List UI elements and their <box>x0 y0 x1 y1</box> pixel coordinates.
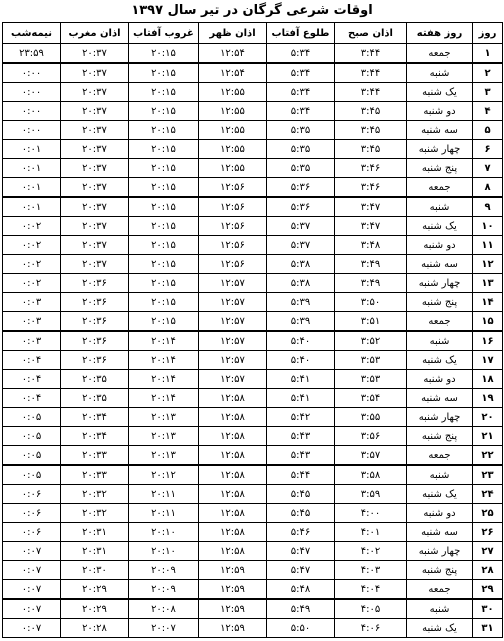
day-cell: ۲۱ <box>473 427 503 446</box>
table-body <box>3 44 503 638</box>
weekday-cell: پنج شنبه <box>407 159 473 178</box>
fajr-cell: ۳:۴۴ <box>335 44 407 64</box>
dhuhr-cell: ۱۲:۵۸ <box>199 465 267 485</box>
midnight-cell: ۰:۰۱ <box>3 159 61 178</box>
sunrise-cell: ۵:۴۴ <box>267 465 335 485</box>
day-cell: ۱۰ <box>473 217 503 236</box>
day-cell: ۲۸ <box>473 561 503 580</box>
weekday-cell: چهار شنبه <box>407 542 473 561</box>
table-row <box>3 140 503 159</box>
weekday-cell: دو شنبه <box>407 370 473 389</box>
fajr-cell: ۳:۴۷ <box>335 217 407 236</box>
maghrib-cell: ۲۰:۳۲ <box>61 504 129 523</box>
weekday-cell: سه شنبه <box>407 121 473 140</box>
sunset-cell: ۲۰:۱۱ <box>129 504 199 523</box>
maghrib-cell: ۲۰:۳۴ <box>61 427 129 446</box>
fajr-cell: ۳:۵۲ <box>335 331 407 351</box>
maghrib-cell: ۲۰:۳۷ <box>61 178 129 198</box>
day-cell: ۱۳ <box>473 274 503 293</box>
table-row <box>3 236 503 255</box>
table-header-row <box>3 23 503 44</box>
fajr-cell: ۳:۵۰ <box>335 293 407 312</box>
fajr-cell: ۳:۴۵ <box>335 102 407 121</box>
table-row <box>3 83 503 102</box>
dhuhr-cell: ۱۲:۵۸ <box>199 523 267 542</box>
weekday-cell: جمعه <box>407 44 473 64</box>
header-day: روز <box>473 23 503 44</box>
day-cell: ۴ <box>473 102 503 121</box>
header-fajr: اذان صبح <box>335 23 407 44</box>
fajr-cell: ۳:۵۸ <box>335 465 407 485</box>
table-row <box>3 523 503 542</box>
sunrise-cell: ۵:۳۵ <box>267 140 335 159</box>
midnight-cell: ۰:۰۰ <box>3 63 61 83</box>
sunrise-cell: ۵:۳۶ <box>267 197 335 217</box>
sunrise-cell: ۵:۴۷ <box>267 561 335 580</box>
fajr-cell: ۴:۰۶ <box>335 619 407 638</box>
fajr-cell: ۳:۵۴ <box>335 389 407 408</box>
table-row <box>3 389 503 408</box>
fajr-cell: ۳:۴۸ <box>335 236 407 255</box>
fajr-cell: ۴:۰۲ <box>335 542 407 561</box>
weekday-cell: شنبه <box>407 465 473 485</box>
fajr-cell: ۳:۴۶ <box>335 159 407 178</box>
dhuhr-cell: ۱۲:۵۸ <box>199 485 267 504</box>
day-cell: ۲۰ <box>473 408 503 427</box>
table-row <box>3 121 503 140</box>
sunset-cell: ۲۰:۱۵ <box>129 197 199 217</box>
weekday-cell: دو شنبه <box>407 504 473 523</box>
midnight-cell: ۰:۰۰ <box>3 102 61 121</box>
table-row <box>3 331 503 351</box>
weekday-cell: پنج شنبه <box>407 293 473 312</box>
sunset-cell: ۲۰:۱۵ <box>129 63 199 83</box>
weekday-cell: چهار شنبه <box>407 274 473 293</box>
sunset-cell: ۲۰:۱۵ <box>129 140 199 159</box>
header-sunrise: طلوع آفتاب <box>267 23 335 44</box>
sunset-cell: ۲۰:۱۴ <box>129 389 199 408</box>
table-row <box>3 351 503 370</box>
weekday-cell: جمعه <box>407 312 473 332</box>
table-row <box>3 619 503 638</box>
dhuhr-cell: ۱۲:۵۶ <box>199 178 267 198</box>
sunrise-cell: ۵:۴۵ <box>267 504 335 523</box>
maghrib-cell: ۲۰:۳۳ <box>61 446 129 466</box>
maghrib-cell: ۲۰:۳۵ <box>61 370 129 389</box>
fajr-cell: ۳:۵۵ <box>335 408 407 427</box>
sunrise-cell: ۵:۴۱ <box>267 370 335 389</box>
day-cell: ۱۵ <box>473 312 503 332</box>
day-cell: ۲ <box>473 63 503 83</box>
day-cell: ۹ <box>473 197 503 217</box>
maghrib-cell: ۲۰:۳۱ <box>61 523 129 542</box>
fajr-cell: ۳:۴۶ <box>335 178 407 198</box>
day-cell: ۳۱ <box>473 619 503 638</box>
fajr-cell: ۳:۵۶ <box>335 427 407 446</box>
sunset-cell: ۲۰:۱۵ <box>129 44 199 64</box>
header-dhuhr: اذان ظهر <box>199 23 267 44</box>
midnight-cell: ۰:۰۳ <box>3 331 61 351</box>
maghrib-cell: ۲۰:۳۷ <box>61 197 129 217</box>
sunrise-cell: ۵:۳۹ <box>267 312 335 332</box>
dhuhr-cell: ۱۲:۵۸ <box>199 427 267 446</box>
sunrise-cell: ۵:۳۷ <box>267 217 335 236</box>
sunset-cell: ۲۰:۱۳ <box>129 427 199 446</box>
day-cell: ۳ <box>473 83 503 102</box>
midnight-cell: ۰:۰۵ <box>3 408 61 427</box>
table-row <box>3 102 503 121</box>
dhuhr-cell: ۱۲:۵۹ <box>199 599 267 619</box>
midnight-cell: ۰:۰۰ <box>3 83 61 102</box>
midnight-cell: ۰:۰۴ <box>3 389 61 408</box>
fajr-cell: ۳:۴۴ <box>335 83 407 102</box>
header-midnight: نیمه‌شب <box>3 23 61 44</box>
maghrib-cell: ۲۰:۳۳ <box>61 465 129 485</box>
weekday-cell: شنبه <box>407 331 473 351</box>
weekday-cell: دو شنبه <box>407 102 473 121</box>
fajr-cell: ۳:۴۵ <box>335 121 407 140</box>
weekday-cell: یک شنبه <box>407 619 473 638</box>
day-cell: ۲۴ <box>473 485 503 504</box>
day-cell: ۱۲ <box>473 255 503 274</box>
sunrise-cell: ۵:۳۶ <box>267 178 335 198</box>
sunset-cell: ۲۰:۰۸ <box>129 599 199 619</box>
day-cell: ۲۷ <box>473 542 503 561</box>
sunset-cell: ۲۰:۰۹ <box>129 580 199 600</box>
weekday-cell: پنج شنبه <box>407 427 473 446</box>
sunrise-cell: ۵:۴۱ <box>267 389 335 408</box>
fajr-cell: ۳:۵۷ <box>335 446 407 466</box>
sunrise-cell: ۵:۴۳ <box>267 427 335 446</box>
day-cell: ۱۶ <box>473 331 503 351</box>
sunrise-cell: ۵:۴۰ <box>267 331 335 351</box>
fajr-cell: ۳:۴۹ <box>335 274 407 293</box>
sunset-cell: ۲۰:۱۵ <box>129 121 199 140</box>
dhuhr-cell: ۱۲:۵۶ <box>199 236 267 255</box>
dhuhr-cell: ۱۲:۵۶ <box>199 255 267 274</box>
maghrib-cell: ۲۰:۳۷ <box>61 63 129 83</box>
sunrise-cell: ۵:۴۵ <box>267 485 335 504</box>
maghrib-cell: ۲۰:۳۰ <box>61 561 129 580</box>
day-cell: ۶ <box>473 140 503 159</box>
midnight-cell: ۰:۰۰ <box>3 121 61 140</box>
day-cell: ۱۱ <box>473 236 503 255</box>
sunrise-cell: ۵:۳۴ <box>267 63 335 83</box>
maghrib-cell: ۲۰:۲۸ <box>61 619 129 638</box>
maghrib-cell: ۲۰:۲۹ <box>61 599 129 619</box>
sunset-cell: ۲۰:۱۵ <box>129 255 199 274</box>
sunset-cell: ۲۰:۱۵ <box>129 274 199 293</box>
midnight-cell: ۰:۰۲ <box>3 255 61 274</box>
day-cell: ۲۲ <box>473 446 503 466</box>
fajr-cell: ۴:۰۱ <box>335 523 407 542</box>
dhuhr-cell: ۱۲:۵۹ <box>199 580 267 600</box>
dhuhr-cell: ۱۲:۵۷ <box>199 351 267 370</box>
sunrise-cell: ۵:۳۸ <box>267 255 335 274</box>
sunrise-cell: ۵:۴۸ <box>267 580 335 600</box>
midnight-cell: ۰:۰۴ <box>3 351 61 370</box>
table-row <box>3 178 503 198</box>
sunset-cell: ۲۰:۰۹ <box>129 561 199 580</box>
weekday-cell: جمعه <box>407 446 473 466</box>
table-row <box>3 580 503 600</box>
header-sunset: غروب آفتاب <box>129 23 199 44</box>
day-cell: ۱ <box>473 44 503 64</box>
maghrib-cell: ۲۰:۳۷ <box>61 44 129 64</box>
maghrib-cell: ۲۰:۳۷ <box>61 217 129 236</box>
sunset-cell: ۲۰:۱۴ <box>129 351 199 370</box>
dhuhr-cell: ۱۲:۵۵ <box>199 83 267 102</box>
table-row <box>3 44 503 64</box>
maghrib-cell: ۲۰:۳۷ <box>61 83 129 102</box>
day-cell: ۱۴ <box>473 293 503 312</box>
fajr-cell: ۳:۴۵ <box>335 140 407 159</box>
dhuhr-cell: ۱۲:۵۸ <box>199 504 267 523</box>
day-cell: ۵ <box>473 121 503 140</box>
table-row <box>3 485 503 504</box>
midnight-cell: ۰:۰۴ <box>3 370 61 389</box>
midnight-cell: ۰:۰۱ <box>3 178 61 198</box>
maghrib-cell: ۲۰:۲۹ <box>61 580 129 600</box>
table-row <box>3 427 503 446</box>
weekday-cell: شنبه <box>407 197 473 217</box>
dhuhr-cell: ۱۲:۵۹ <box>199 561 267 580</box>
midnight-cell: ۰:۰۷ <box>3 561 61 580</box>
midnight-cell: ۰:۰۲ <box>3 236 61 255</box>
maghrib-cell: ۲۰:۳۶ <box>61 312 129 332</box>
table-row <box>3 504 503 523</box>
midnight-cell: ۰:۰۵ <box>3 465 61 485</box>
sunset-cell: ۲۰:۱۱ <box>129 485 199 504</box>
midnight-cell: ۰:۰۵ <box>3 446 61 466</box>
weekday-cell: یک شنبه <box>407 351 473 370</box>
table-row <box>3 599 503 619</box>
dhuhr-cell: ۱۲:۵۸ <box>199 389 267 408</box>
midnight-cell: ۰:۰۲ <box>3 274 61 293</box>
table-row <box>3 446 503 466</box>
table-row <box>3 542 503 561</box>
table-row <box>3 274 503 293</box>
dhuhr-cell: ۱۲:۵۵ <box>199 159 267 178</box>
sunrise-cell: ۵:۴۳ <box>267 446 335 466</box>
header-weekday: روز هفته <box>407 23 473 44</box>
midnight-cell: ۰:۰۶ <box>3 504 61 523</box>
maghrib-cell: ۲۰:۳۶ <box>61 351 129 370</box>
midnight-cell: ۰:۰۳ <box>3 312 61 332</box>
sunrise-cell: ۵:۵۰ <box>267 619 335 638</box>
day-cell: ۱۷ <box>473 351 503 370</box>
table-row <box>3 63 503 83</box>
day-cell: ۸ <box>473 178 503 198</box>
maghrib-cell: ۲۰:۳۷ <box>61 159 129 178</box>
sunset-cell: ۲۰:۱۵ <box>129 159 199 178</box>
fajr-cell: ۳:۵۱ <box>335 312 407 332</box>
prayer-times-table <box>2 22 503 638</box>
weekday-cell: شنبه <box>407 63 473 83</box>
dhuhr-cell: ۱۲:۵۶ <box>199 217 267 236</box>
dhuhr-cell: ۱۲:۵۸ <box>199 408 267 427</box>
sunrise-cell: ۵:۳۷ <box>267 236 335 255</box>
dhuhr-cell: ۱۲:۵۶ <box>199 197 267 217</box>
sunset-cell: ۲۰:۱۲ <box>129 465 199 485</box>
maghrib-cell: ۲۰:۳۷ <box>61 236 129 255</box>
weekday-cell: یک شنبه <box>407 83 473 102</box>
sunset-cell: ۲۰:۰۷ <box>129 619 199 638</box>
maghrib-cell: ۲۰:۳۵ <box>61 389 129 408</box>
weekday-cell: سه شنبه <box>407 523 473 542</box>
table-row <box>3 370 503 389</box>
day-cell: ۳۰ <box>473 599 503 619</box>
fajr-cell: ۴:۰۰ <box>335 504 407 523</box>
sunset-cell: ۲۰:۱۰ <box>129 523 199 542</box>
dhuhr-cell: ۱۲:۵۷ <box>199 293 267 312</box>
sunrise-cell: ۵:۴۷ <box>267 542 335 561</box>
dhuhr-cell: ۱۲:۵۸ <box>199 446 267 466</box>
table-row <box>3 561 503 580</box>
page-title: اوقات شرعی گرگان در تیر سال ۱۳۹۷ <box>131 3 373 18</box>
day-cell: ۱۸ <box>473 370 503 389</box>
midnight-cell: ۰:۰۳ <box>3 293 61 312</box>
day-cell: ۲۳ <box>473 465 503 485</box>
dhuhr-cell: ۱۲:۵۵ <box>199 140 267 159</box>
sunrise-cell: ۵:۳۹ <box>267 293 335 312</box>
dhuhr-cell: ۱۲:۵۴ <box>199 44 267 64</box>
fajr-cell: ۳:۴۹ <box>335 255 407 274</box>
maghrib-cell: ۲۰:۳۷ <box>61 102 129 121</box>
weekday-cell: چهار شنبه <box>407 140 473 159</box>
maghrib-cell: ۲۰:۳۱ <box>61 542 129 561</box>
maghrib-cell: ۲۰:۳۶ <box>61 293 129 312</box>
table-row <box>3 465 503 485</box>
dhuhr-cell: ۱۲:۵۷ <box>199 370 267 389</box>
table-row <box>3 217 503 236</box>
dhuhr-cell: ۱۲:۵۹ <box>199 619 267 638</box>
weekday-cell: سه شنبه <box>407 389 473 408</box>
midnight-cell: ۰:۰۱ <box>3 140 61 159</box>
table-row <box>3 293 503 312</box>
header-maghrib: اذان مغرب <box>61 23 129 44</box>
table-row <box>3 159 503 178</box>
maghrib-cell: ۲۰:۳۲ <box>61 485 129 504</box>
sunrise-cell: ۵:۳۵ <box>267 159 335 178</box>
sunset-cell: ۲۰:۱۵ <box>129 83 199 102</box>
day-cell: ۷ <box>473 159 503 178</box>
weekday-cell: پنج شنبه <box>407 561 473 580</box>
weekday-cell: شنبه <box>407 599 473 619</box>
fajr-cell: ۳:۴۷ <box>335 197 407 217</box>
weekday-cell: سه شنبه <box>407 255 473 274</box>
midnight-cell: ۰:۰۷ <box>3 542 61 561</box>
dhuhr-cell: ۱۲:۵۷ <box>199 274 267 293</box>
fajr-cell: ۳:۵۹ <box>335 485 407 504</box>
day-cell: ۲۶ <box>473 523 503 542</box>
sunrise-cell: ۵:۳۴ <box>267 83 335 102</box>
sunrise-cell: ۵:۴۶ <box>267 523 335 542</box>
maghrib-cell: ۲۰:۳۶ <box>61 274 129 293</box>
dhuhr-cell: ۱۲:۵۵ <box>199 121 267 140</box>
sunrise-cell: ۵:۳۵ <box>267 121 335 140</box>
sunset-cell: ۲۰:۱۴ <box>129 331 199 351</box>
sunset-cell: ۲۰:۱۵ <box>129 102 199 121</box>
midnight-cell: ۲۳:۵۹ <box>3 44 61 64</box>
sunrise-cell: ۵:۴۹ <box>267 599 335 619</box>
weekday-cell: یک شنبه <box>407 485 473 504</box>
midnight-cell: ۰:۰۲ <box>3 217 61 236</box>
sunrise-cell: ۵:۳۴ <box>267 102 335 121</box>
sunset-cell: ۲۰:۱۳ <box>129 408 199 427</box>
weekday-cell: جمعه <box>407 580 473 600</box>
sunset-cell: ۲۰:۱۵ <box>129 178 199 198</box>
fajr-cell: ۴:۰۵ <box>335 599 407 619</box>
day-cell: ۱۹ <box>473 389 503 408</box>
day-cell: ۲۵ <box>473 504 503 523</box>
table-row <box>3 312 503 332</box>
fajr-cell: ۳:۴۴ <box>335 63 407 83</box>
midnight-cell: ۰:۰۵ <box>3 427 61 446</box>
maghrib-cell: ۲۰:۳۴ <box>61 408 129 427</box>
dhuhr-cell: ۱۲:۵۷ <box>199 312 267 332</box>
maghrib-cell: ۲۰:۳۷ <box>61 255 129 274</box>
midnight-cell: ۰:۰۶ <box>3 485 61 504</box>
sunrise-cell: ۵:۳۸ <box>267 274 335 293</box>
table-row <box>3 255 503 274</box>
table-row <box>3 408 503 427</box>
weekday-cell: جمعه <box>407 178 473 198</box>
midnight-cell: ۰:۰۷ <box>3 619 61 638</box>
weekday-cell: یک شنبه <box>407 217 473 236</box>
sunrise-cell: ۵:۳۴ <box>267 44 335 64</box>
dhuhr-cell: ۱۲:۵۵ <box>199 102 267 121</box>
midnight-cell: ۰:۰۶ <box>3 523 61 542</box>
sunset-cell: ۲۰:۱۴ <box>129 370 199 389</box>
fajr-cell: ۳:۵۳ <box>335 351 407 370</box>
midnight-cell: ۰:۰۱ <box>3 197 61 217</box>
midnight-cell: ۰:۰۷ <box>3 599 61 619</box>
sunset-cell: ۲۰:۱۰ <box>129 542 199 561</box>
dhuhr-cell: ۱۲:۵۷ <box>199 331 267 351</box>
fajr-cell: ۴:۰۳ <box>335 561 407 580</box>
sunset-cell: ۲۰:۱۵ <box>129 312 199 332</box>
table-row <box>3 197 503 217</box>
dhuhr-cell: ۱۲:۵۴ <box>199 63 267 83</box>
weekday-cell: چهار شنبه <box>407 408 473 427</box>
maghrib-cell: ۲۰:۳۷ <box>61 121 129 140</box>
maghrib-cell: ۲۰:۳۶ <box>61 331 129 351</box>
weekday-cell: دو شنبه <box>407 236 473 255</box>
midnight-cell: ۰:۰۷ <box>3 580 61 600</box>
dhuhr-cell: ۱۲:۵۸ <box>199 542 267 561</box>
sunset-cell: ۲۰:۱۳ <box>129 446 199 466</box>
sunset-cell: ۲۰:۱۵ <box>129 236 199 255</box>
sunset-cell: ۲۰:۱۵ <box>129 293 199 312</box>
fajr-cell: ۴:۰۴ <box>335 580 407 600</box>
sunrise-cell: ۵:۴۰ <box>267 351 335 370</box>
day-cell: ۲۹ <box>473 580 503 600</box>
fajr-cell: ۳:۵۳ <box>335 370 407 389</box>
maghrib-cell: ۲۰:۳۷ <box>61 140 129 159</box>
sunset-cell: ۲۰:۱۵ <box>129 217 199 236</box>
sunrise-cell: ۵:۴۲ <box>267 408 335 427</box>
